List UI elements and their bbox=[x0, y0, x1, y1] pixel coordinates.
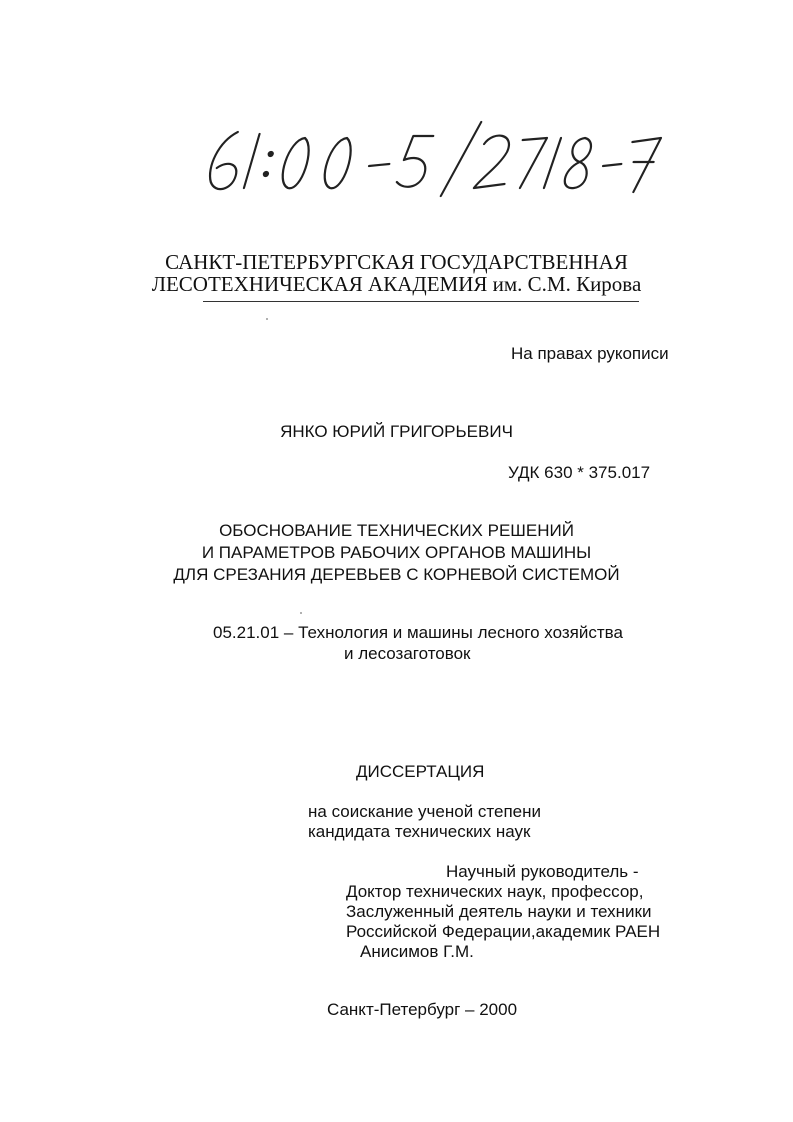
city-year: Санкт-Петербург – 2000 bbox=[327, 1000, 518, 1019]
author-name: ЯНКО ЮРИЙ ГРИГОРЬЕВИЧ bbox=[280, 422, 513, 441]
title-line-1: ОБОСНОВАНИЕ ТЕХНИЧЕСКИХ РЕШЕНИЙ bbox=[219, 521, 574, 540]
specialty-line-2: и лесозаготовок bbox=[344, 644, 471, 663]
supervisor-line-2: Заслуженный деятель науки и техники bbox=[346, 902, 652, 921]
institution-line-2: ЛЕСОТЕХНИЧЕСКАЯ АКАДЕМИЯ им. С.М. Кирова bbox=[151, 272, 642, 296]
manuscript-note: На правах рукописи bbox=[511, 344, 669, 363]
document-type: ДИССЕРТАЦИЯ bbox=[356, 762, 485, 781]
specialty-line-1: 05.21.01 – Технология и машины лесного хозяйства bbox=[213, 623, 623, 642]
scan-speck bbox=[266, 318, 268, 320]
degree-line-1: на соискание ученой степени bbox=[308, 802, 542, 821]
institution-line-1: САНКТ-ПЕТЕРБУРГСКАЯ ГОСУДАРСТВЕННАЯ bbox=[165, 250, 628, 274]
title-line-2: И ПАРАМЕТРОВ РАБОЧИХ ОРГАНОВ МАШИНЫ bbox=[201, 543, 592, 562]
supervisor-name: Анисимов Г.М. bbox=[360, 942, 474, 961]
institution-divider bbox=[203, 301, 639, 302]
supervisor-line-3: Российской Федерации,академик РАЕН bbox=[346, 922, 661, 941]
handwritten-stroke-drawing bbox=[188, 112, 671, 202]
handwritten-archive-number bbox=[189, 112, 670, 192]
scan-speck bbox=[300, 612, 302, 614]
supervisor-label: Научный руководитель - bbox=[446, 862, 639, 881]
title-line-3: ДЛЯ СРЕЗАНИЯ ДЕРЕВЬЕВ С КОРНЕВОЙ СИСТЕМОЙ bbox=[173, 565, 620, 584]
udk-code: УДК 630 * 375.017 bbox=[508, 463, 651, 482]
degree-line-2: кандидата технических наук bbox=[308, 822, 531, 841]
supervisor-line-1: Доктор технических наук, профессор, bbox=[346, 882, 644, 901]
